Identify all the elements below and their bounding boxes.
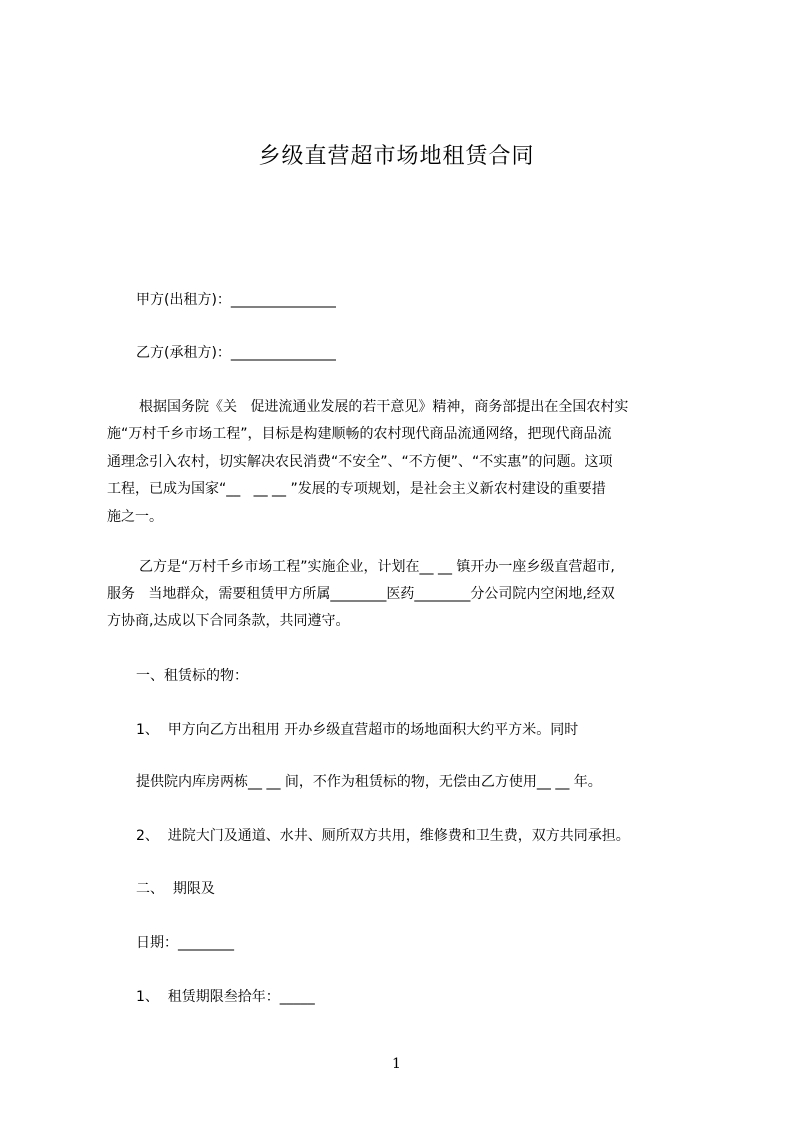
party-b-desc-line: 服务 当地群众，需要租赁甲方所属________医药________分公司院内空闲地,经双 xyxy=(107,586,615,602)
party-b-line: 乙方(承租方)：_______________ xyxy=(136,345,336,361)
clause-1-1: 1、 甲方向乙方出租用 开办乡级直营超市的场地面积大约平方米。同时 xyxy=(136,722,579,738)
intro-line: 施“万村千乡市场工程”，目标是构建顺畅的农村现代商品流通网络，把现代商品流 xyxy=(107,426,612,442)
party-a-line: 甲方(出租方)：_______________ xyxy=(136,292,336,308)
intro-line: 根据国务院《关 促进流通业发展的若干意见》精神，商务部提出在全国农村实 xyxy=(139,399,629,415)
party-b-desc-line: 方协商,达成以下合同条款，共同遵守。 xyxy=(107,613,350,629)
party-b-desc-line: 乙方是“万村千乡市场工程”实施企业，计划在__ __ 镇开办一座乡级直营超市, xyxy=(139,559,615,575)
section-1-heading: 一、租赁标的物： xyxy=(136,668,248,684)
intro-line: 施之一。 xyxy=(107,509,163,525)
clause-2-1: 1、 租赁期限叁拾年：_____ xyxy=(136,989,315,1005)
section-2-heading: 二、 期限及 xyxy=(136,881,215,897)
clause-1-2: 2、 进院大门及通道、水井、厕所双方共用，维修费和卫生费，双方共同承担。 xyxy=(136,828,630,844)
page-number: 1 xyxy=(392,1056,401,1072)
document-title: 乡级直营超市场地租赁合同 xyxy=(258,144,535,169)
intro-line: 通理念引入农村，切实解决农民消费“不安全”、“不方便”、“不实惠”的问题。这项 xyxy=(107,454,613,470)
intro-line: 工程，已成为国家“__ __ __ ”发展的专项规划，是社会主义新农村建设的重要措 xyxy=(107,481,606,497)
clause-1-1-continuation: 提供院内库房两栋__ __ 间，不作为租赁标的物，无偿由乙方使用__ __ 年。 xyxy=(136,774,602,790)
date-line: 日期：________ xyxy=(136,935,234,951)
